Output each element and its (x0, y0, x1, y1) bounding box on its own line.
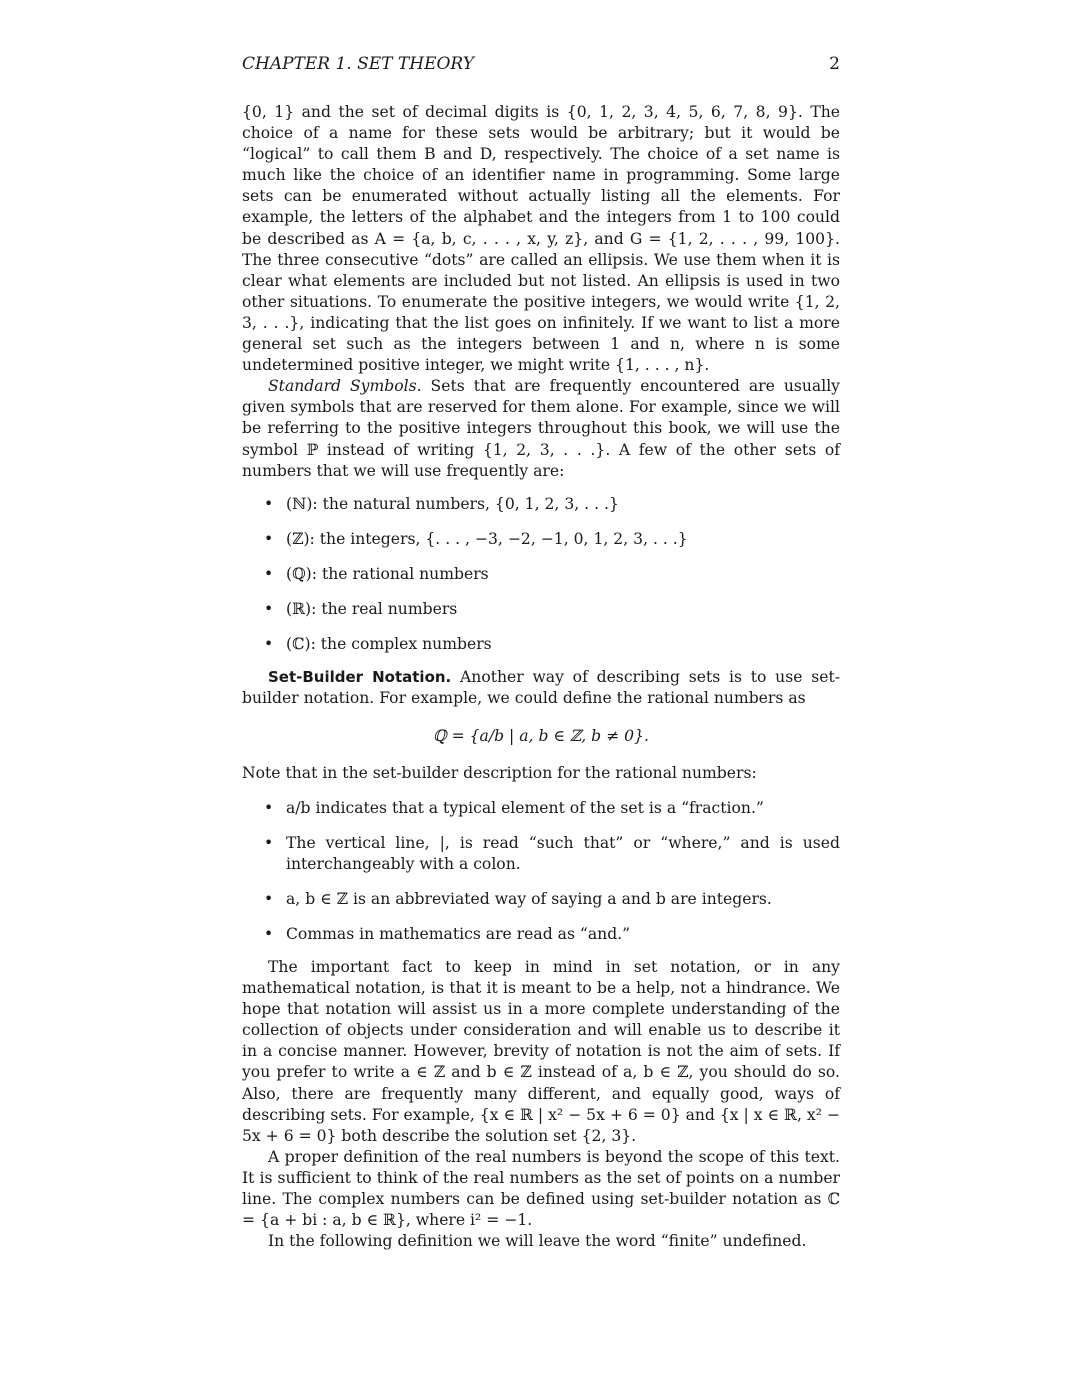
chapter-title: CHAPTER 1. SET THEORY (242, 54, 474, 74)
number-sets-list (242, 494, 840, 655)
list-item-integers: • (ℤ): the integers, {. . . , −3, −2, −1, 0, 1, 2, 3, . . .} (242, 529, 840, 550)
list-item-note: • The vertical line, |, is read “such that” or “where,” and is used interchangeably with a colon. (242, 833, 840, 875)
paragraph-standard-symbols (242, 376, 840, 481)
paragraph-finite: In the following definition we will leave the word “finite” undefined. (268, 1232, 807, 1251)
page-body (242, 102, 840, 1252)
standard-symbols-heading: Standard Symbols. (268, 377, 422, 396)
set-builder-heading: Set-Builder Notation. (268, 668, 452, 687)
list-item-rationals: • (ℚ): the rational numbers (242, 564, 840, 585)
list-item-note: • a, b ∈ ℤ is an abbreviated way of saying a and b are integers. (242, 889, 840, 910)
list-item-note: • a/b indicates that a typical element of the set is a “fraction.” (242, 798, 840, 819)
paragraph-set-builder (242, 667, 840, 709)
paragraph-note-intro: Note that in the set-builder description for the rational numbers: (242, 764, 757, 783)
list-item-naturals: • (ℕ): the natural numbers, {0, 1, 2, 3, . . .} (242, 494, 840, 515)
list-item-complex: • (ℂ): the complex numbers (242, 634, 840, 655)
standard-symbols-text: Sets that are frequently encountered are usually given symbols that are reserved for them alone. For example, since we will be referring to the positive integers throughout this book, we will use the symbol ℙ instead of writing {1, 2, 3, . . .}. A few of the other sets of numbers that we will use frequently are: (242, 377, 840, 480)
set-builder-text: Another way of describing sets is to use set-builder notation. For example, we could define the rational numbers as (242, 668, 840, 708)
set-builder-notes-list (242, 798, 840, 945)
paragraph-notation-help: The important fact to keep in mind in set notation, or in any mathematical notation, is that it is meant to be a help, not a hindrance. We hope that notation will assist us in a more complete understanding of the collection of objects under consideration and will enable us to describe it in a concise manner. However, brevity of notation is not the aim of sets. If you prefer to write a ∈ ℤ and b ∈ ℤ instead of a, b ∈ ℤ, you should do so. Also, there are frequently many different, and equally good, ways of describing sets. For example, {x ∈ ℝ | x² − 5x + 6 = 0} and {x | x ∈ ℝ, x² − 5x + 6 = 0} both describe the solution set {2, 3}. (242, 958, 840, 1145)
list-item-reals: • (ℝ): the real numbers (242, 599, 840, 620)
running-header (242, 53, 840, 75)
page-number: 2 (829, 54, 840, 74)
paragraph-sets-intro: {0, 1} and the set of decimal digits is {0, 1, 2, 3, 4, 5, 6, 7, 8, 9}. The choice of a name for these sets would be arbitrary; but it would be “logical” to call them B and D, respectively. The choice of a set name is much like the choice of an identifier name in programming. Some large sets can be enumerated without actually listing all the elements. For example, the letters of the alphabet and the integers from 1 to 100 could be described as A = {a, b, c, . . . , x, y, z}, and G = {1, 2, . . . , 99, 100}. The three consecutive “dots” are called an ellipsis. We use them when it is clear what elements are included but not listed. An ellipsis is used in two other situations. To enumerate the positive integers, we would write {1, 2, 3, . . .}, indicating that the list goes on infinitely. If we want to list a more general set such as the integers between 1 and n, where n is some undetermined positive integer, we might write {1, . . . , n}. (242, 103, 840, 375)
list-item-note: • Commas in mathematics are read as “and.” (242, 924, 840, 945)
paragraph-real-complex: A proper definition of the real numbers is beyond the scope of this text. It is sufficient to think of the real numbers as the set of points on a number line. The complex numbers can be defined using set-builder notation as ℂ = {a + bi : a, b ∈ ℝ}, where i² = −1. (242, 1147, 840, 1230)
display-equation: ℚ = {a/b | a, b ∈ ℤ, b ≠ 0}. (433, 727, 649, 746)
